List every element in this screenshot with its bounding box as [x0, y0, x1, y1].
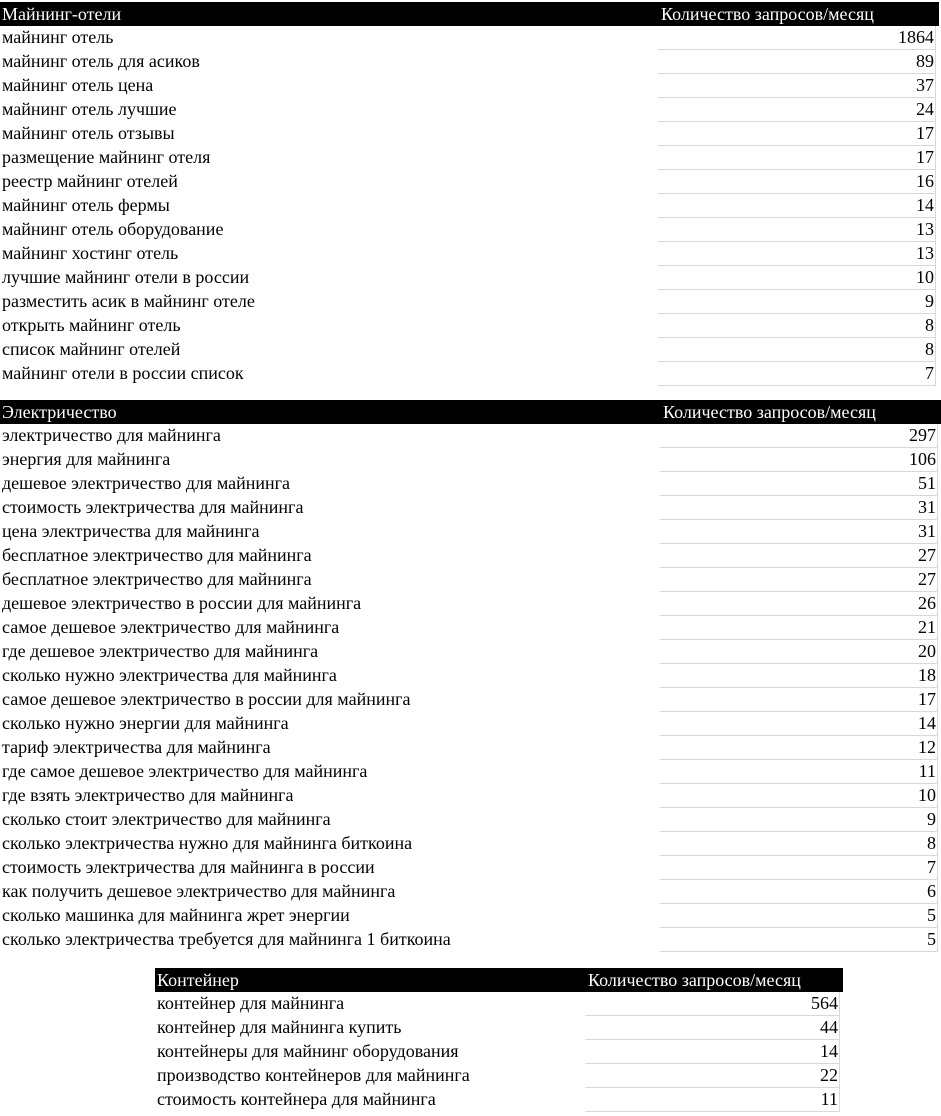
query-cell: производство контейнеров для майнинга [157, 1065, 470, 1085]
table-row [0, 26, 939, 50]
table-electricity [0, 400, 941, 952]
count-cell: 20 [660, 640, 938, 664]
count-cell: 8 [660, 832, 938, 856]
count-cell: 10 [658, 266, 936, 290]
count-cell: 27 [660, 544, 938, 568]
count-cell: 5 [660, 928, 938, 952]
table-row [0, 448, 941, 472]
table-row [155, 1040, 843, 1064]
count-cell: 24 [658, 98, 936, 122]
table-row [0, 712, 941, 736]
count-cell: 8 [658, 314, 936, 338]
table-row [0, 520, 941, 544]
query-cell: где самое дешевое электричество для майнинга [2, 761, 368, 781]
query-cell: контейнеры для майнинг оборудования [157, 1041, 459, 1061]
count-cell: 6 [660, 880, 938, 904]
count-cell: 37 [658, 74, 936, 98]
query-cell: стоимость электричества для майнинга [2, 497, 304, 517]
count-cell: 18 [660, 664, 938, 688]
query-cell: сколько стоит электричество для майнинга [2, 809, 331, 829]
query-cell: самое дешевое электричество для майнинга [2, 617, 340, 637]
table-row [0, 592, 941, 616]
table-row [0, 904, 941, 928]
query-cell: контейнер для майнинга [157, 993, 345, 1013]
count-cell: 17 [660, 688, 938, 712]
table-row [0, 170, 939, 194]
table-row [0, 664, 941, 688]
header-category: Контейнер [157, 970, 239, 990]
query-cell: электричество для майнинга [2, 425, 221, 445]
query-cell: цена электричества для майнинга [2, 521, 260, 541]
query-cell: дешевое электричество для майнинга [2, 473, 290, 493]
query-cell: майнинг отель фермы [2, 195, 170, 215]
count-cell: 22 [585, 1064, 840, 1088]
count-cell: 5 [660, 904, 938, 928]
table-row [0, 424, 941, 448]
count-cell: 44 [585, 1016, 840, 1040]
query-cell: майнинг отель оборудование [2, 219, 224, 239]
table-row [0, 544, 941, 568]
count-cell: 12 [660, 736, 938, 760]
query-cell: майнинг отель отзывы [2, 123, 175, 143]
table-row [0, 362, 939, 386]
query-cell: лучшие майнинг отели в россии [2, 267, 250, 287]
table-row [0, 688, 941, 712]
query-cell: майнинг отель для асиков [2, 51, 200, 71]
query-cell: майнинг отель лучшие [2, 99, 177, 119]
table-row [0, 338, 939, 362]
query-cell: бесплатное электричество для майнинга [2, 569, 312, 589]
table-row [0, 880, 941, 904]
table-row [0, 496, 941, 520]
count-cell: 17 [658, 122, 936, 146]
count-cell: 9 [660, 808, 938, 832]
table-row [155, 1088, 843, 1112]
query-cell: самое дешевое электричество в россии для майнинга [2, 689, 411, 709]
count-cell: 13 [658, 218, 936, 242]
count-cell: 297 [660, 424, 938, 448]
count-cell: 31 [660, 496, 938, 520]
table-row [0, 218, 939, 242]
table-row [0, 194, 939, 218]
table-row [0, 736, 941, 760]
query-cell: майнинг отели в россии список [2, 363, 244, 383]
count-cell: 564 [585, 992, 840, 1016]
count-cell: 14 [585, 1040, 840, 1064]
query-cell: контейнер для майнинга купить [157, 1017, 402, 1037]
table-container [155, 968, 843, 1112]
count-cell: 14 [658, 194, 936, 218]
table-row [0, 314, 939, 338]
table-row [0, 928, 941, 952]
count-cell: 14 [660, 712, 938, 736]
header-category: Майнинг-отели [2, 4, 122, 24]
query-cell: сколько электричества нужно для майнинга биткоина [2, 833, 413, 853]
query-cell: список майнинг отелей [2, 339, 181, 359]
table-header [0, 2, 939, 26]
query-cell: как получить дешевое электричество для майнинга [2, 881, 396, 901]
count-cell: 31 [660, 520, 938, 544]
count-cell: 9 [658, 290, 936, 314]
query-cell: дешевое электричество в россии для майнинга [2, 593, 362, 613]
header-requests-per-month: Количество запросов/месяц [663, 402, 876, 422]
table-row [0, 98, 939, 122]
table-header [0, 400, 941, 424]
query-cell: где взять электричество для майнинга [2, 785, 294, 805]
count-cell: 51 [660, 472, 938, 496]
table-row [155, 1016, 843, 1040]
table-row [0, 472, 941, 496]
count-cell: 17 [658, 146, 936, 170]
header-category: Электричество [2, 402, 117, 422]
query-cell: размещение майнинг отеля [2, 147, 211, 167]
table-row [0, 74, 939, 98]
table-row [155, 1064, 843, 1088]
count-cell: 13 [658, 242, 936, 266]
query-cell: сколько машинка для майнинга жрет энергии [2, 905, 350, 925]
query-cell: энергия для майнинга [2, 449, 171, 469]
query-cell: где дешевое электричество для майнинга [2, 641, 319, 661]
count-cell: 26 [660, 592, 938, 616]
table-row [155, 992, 843, 1016]
count-cell: 11 [660, 760, 938, 784]
table-row [0, 856, 941, 880]
table-row [0, 640, 941, 664]
table-row [0, 568, 941, 592]
table-row [0, 616, 941, 640]
table-row [0, 808, 941, 832]
count-cell: 10 [660, 784, 938, 808]
query-cell: реестр майнинг отелей [2, 171, 178, 191]
table-row [0, 832, 941, 856]
table-row [0, 784, 941, 808]
header-requests-per-month: Количество запросов/месяц [661, 4, 874, 24]
count-cell: 11 [585, 1088, 840, 1112]
count-cell: 1864 [658, 26, 936, 50]
table-row [0, 242, 939, 266]
query-cell: сколько электричества требуется для майнинга 1 биткоина [2, 929, 451, 949]
table-row [0, 266, 939, 290]
table-row [0, 290, 939, 314]
count-cell: 106 [660, 448, 938, 472]
query-cell: разместить асик в майнинг отеле [2, 291, 255, 311]
table-row [0, 760, 941, 784]
count-cell: 16 [658, 170, 936, 194]
table-mining-hotels [0, 2, 939, 386]
query-cell: стоимость электричества для майнинга в россии [2, 857, 375, 877]
count-cell: 7 [660, 856, 938, 880]
table-header [155, 968, 843, 992]
query-cell: майнинг хостинг отель [2, 243, 179, 263]
count-cell: 21 [660, 616, 938, 640]
table-row [0, 146, 939, 170]
table-row [0, 50, 939, 74]
query-cell: майнинг отель цена [2, 75, 154, 95]
query-cell: сколько нужно электричества для майнинга [2, 665, 337, 685]
header-requests-per-month: Количество запросов/месяц [588, 970, 801, 990]
query-cell: бесплатное электричество для майнинга [2, 545, 312, 565]
count-cell: 27 [660, 568, 938, 592]
query-cell: майнинг отель [2, 27, 114, 47]
query-cell: стоимость контейнера для майнинга [157, 1089, 436, 1109]
query-cell: тариф электричества для майнинга [2, 737, 271, 757]
table-row [0, 122, 939, 146]
count-cell: 8 [658, 338, 936, 362]
count-cell: 7 [658, 362, 936, 386]
count-cell: 89 [658, 50, 936, 74]
query-cell: сколько нужно энергии для майнинга [2, 713, 289, 733]
query-cell: открыть майнинг отель [2, 315, 181, 335]
